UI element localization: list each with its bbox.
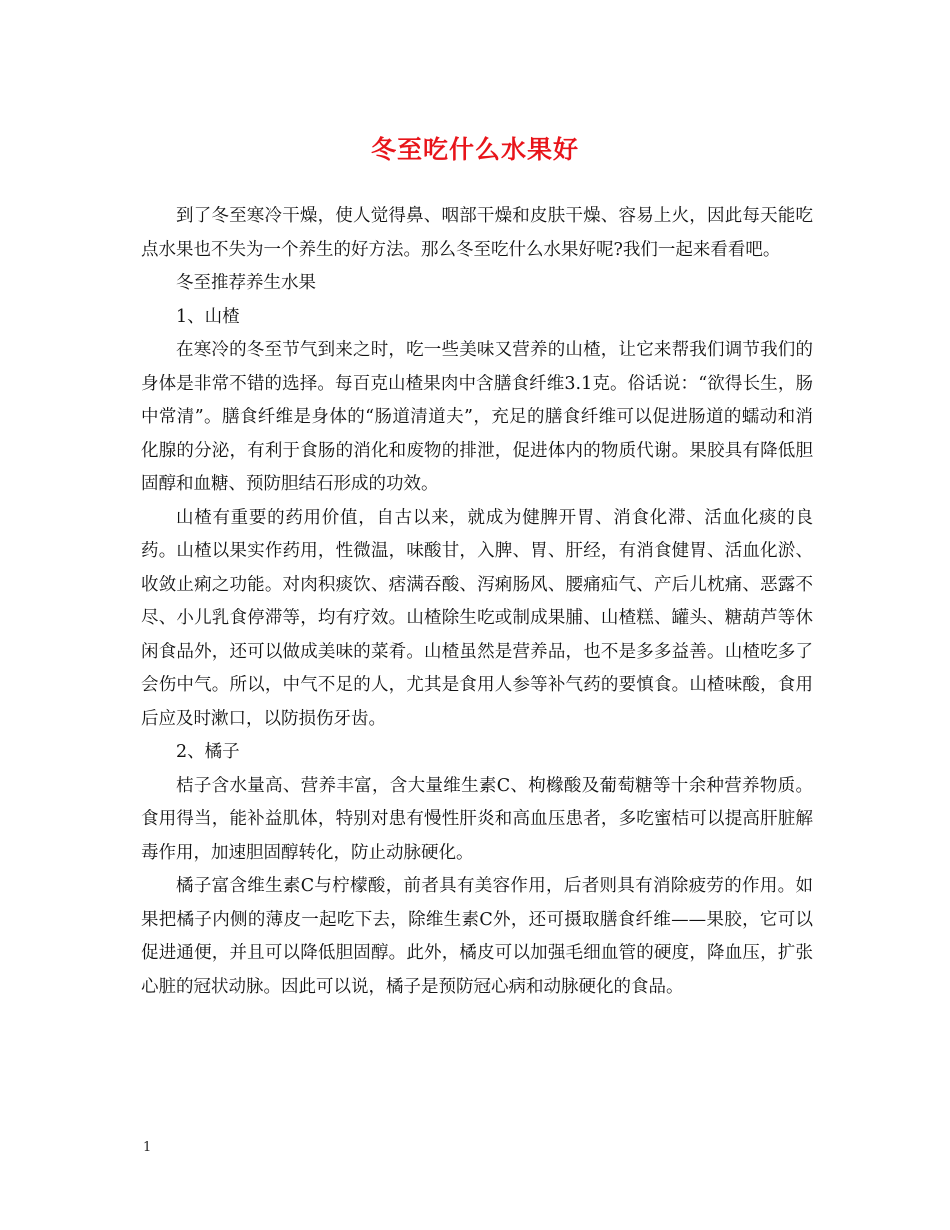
subheading-orange: 2、橘子 <box>176 742 240 762</box>
document-body <box>141 200 813 1004</box>
subheading-hawthorn: 1、山楂 <box>176 306 240 327</box>
paragraph-orange-2: 橘子富含维生素C与柠檬酸，前者具有美容作用，后者则具有消除疲劳的作用。如果把橘子内侧的薄皮一起吃下去，除维生素C外，还可摄取膳食纤维——果胶，它可以促进通便，并且可以降低胆固醇。此外，橘皮可以加强毛细血管的硬度，降血压，扩张心脏的冠状动脉。因此可以说，橘子是预防冠心病和动脉硬化的食品。 <box>141 876 813 997</box>
section-heading: 冬至推荐养生水果 <box>176 273 316 293</box>
page-number: 1 <box>143 1140 152 1155</box>
paragraph-intro: 到了冬至寒冷干燥，使人觉得鼻、咽部干燥和皮肤干燥、容易上火，因此每天能吃点水果也不失为一个养生的好方法。那么冬至吃什么水果好呢?我们一起来看看吧。 <box>141 206 813 260</box>
paragraph-hawthorn-1: 在寒冷的冬至节气到来之时，吃一些美味又营养的山楂，让它来帮我们调节我们的身体是非常不错的选择。每百克山楂果肉中含膳食纤维3.1克。俗话说：“欲得长生，肠中常清”。膳食纤维是身体的“肠道清道夫”，充足的膳食纤维可以促进肠道的蠕动和消化腺的分泌，有利于食肠的消化和废物的排泄，促进体内的物质代谢。果胶具有降低胆固醇和血糖、预防胆结石形成的功效。 <box>141 340 813 494</box>
document-title: 冬至吃什么水果好 <box>370 135 579 164</box>
paragraph-hawthorn-2: 山楂有重要的药用价值，自古以来，就成为健脾开胃、消食化滞、活血化痰的良药。山楂以果实作药用，性微温，味酸甘，入脾、胃、肝经，有消食健胃、活血化淤、收敛止痢之功能。对肉积痰饮、痞满吞酸、泻痢肠风、腰痛疝气、产后儿枕痛、恶露不尽、小儿乳食停滞等，均有疗效。山楂除生吃或制成果脯、山楂糕、罐头、糖葫芦等休闲食品外，还可以做成美味的菜肴。山楂虽然是营养品，也不是多多益善。山楂吃多了会伤中气。所以，中气不足的人，尤其是食用人参等补气药的要慎食。山楂味酸，食用后应及时漱口，以防损伤牙齿。 <box>141 507 813 729</box>
paragraph-orange-1: 桔子含水量高、营养丰富，含大量维生素C、枸橼酸及葡萄糖等十余种营养物质。食用得当，能补益肌体，特别对患有慢性肝炎和高血压患者，多吃蜜桔可以提高肝脏解毒作用，加速胆固醇转化，防止动脉硬化。 <box>141 775 813 863</box>
